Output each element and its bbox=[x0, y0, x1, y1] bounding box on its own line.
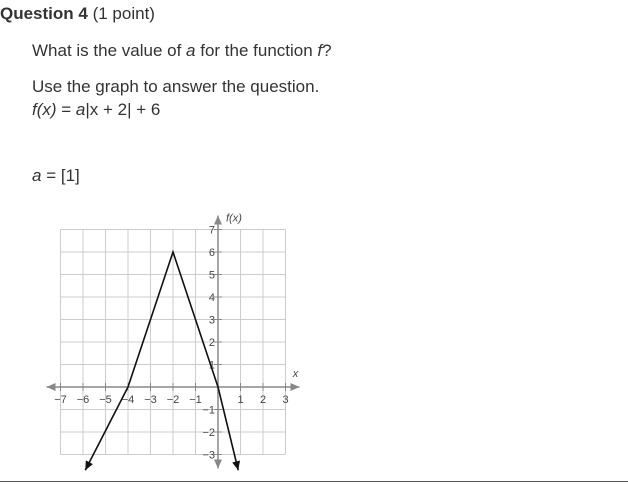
y-tick-label: −2 bbox=[202, 427, 215, 439]
y-tick-label: 4 bbox=[208, 292, 215, 304]
y-tick-label: −1 bbox=[202, 404, 215, 417]
prompt-text-end: ? bbox=[322, 41, 332, 60]
x-tick-label: 2 bbox=[259, 394, 267, 406]
question-prompt bbox=[32, 41, 332, 61]
x-tick-label: 1 bbox=[237, 394, 244, 406]
x-tick-label: −5 bbox=[99, 394, 112, 406]
y-tick-label: 1 bbox=[208, 359, 215, 372]
x-axis-arrow-left bbox=[47, 383, 56, 391]
y-tick-label: −3 bbox=[202, 449, 215, 462]
x-tick-label: −7 bbox=[54, 394, 67, 406]
prompt-function: f bbox=[317, 41, 323, 60]
bottom-divider bbox=[0, 481, 628, 482]
prompt-text-middle: for the function bbox=[195, 41, 318, 60]
y-tick-label: 2 bbox=[208, 337, 215, 349]
equation-variable: a bbox=[75, 100, 86, 119]
y-tick-label: 7 bbox=[208, 224, 215, 237]
question-header bbox=[0, 4, 155, 24]
x-tick-label: −6 bbox=[76, 394, 90, 406]
y-axis-label: f(x) bbox=[226, 212, 242, 225]
question-points: (1 point) bbox=[92, 4, 155, 23]
equation-equals: = bbox=[56, 100, 76, 119]
answer-variable: a bbox=[32, 166, 42, 185]
function-equation bbox=[32, 100, 160, 120]
y-axis-arrow-up bbox=[214, 216, 222, 225]
x-tick-label: −2 bbox=[166, 394, 180, 406]
question-instruction: Use the graph to answer the question. bbox=[32, 77, 320, 96]
x-tick-label: −1 bbox=[189, 394, 202, 406]
y-tick-label: 6 bbox=[208, 247, 215, 259]
answer-equals: = bbox=[41, 166, 61, 185]
x-axis-arrow-right bbox=[291, 383, 300, 391]
prompt-text: What is the value of bbox=[32, 41, 187, 60]
equation-rest: |x + 2| + 6 bbox=[85, 100, 161, 119]
x-tick-label: −4 bbox=[121, 394, 135, 406]
answer-row bbox=[32, 166, 80, 186]
function-arrow-right bbox=[232, 461, 240, 471]
graph-svg bbox=[40, 210, 310, 472]
x-tick-label: −3 bbox=[144, 394, 157, 406]
equation-lhs: f(x) bbox=[32, 100, 57, 119]
y-axis-arrow-down bbox=[214, 460, 222, 469]
x-tick-label: 3 bbox=[282, 394, 289, 406]
y-tick-label: 5 bbox=[208, 269, 215, 282]
question-title: Question 4 bbox=[0, 4, 88, 23]
x-axis-label: x bbox=[292, 368, 299, 380]
answer-blank[interactable]: [1] bbox=[60, 166, 80, 185]
prompt-variable: a bbox=[186, 41, 196, 60]
function-graph bbox=[40, 210, 310, 472]
function-line bbox=[85, 252, 238, 470]
y-tick-label: 3 bbox=[208, 314, 215, 327]
